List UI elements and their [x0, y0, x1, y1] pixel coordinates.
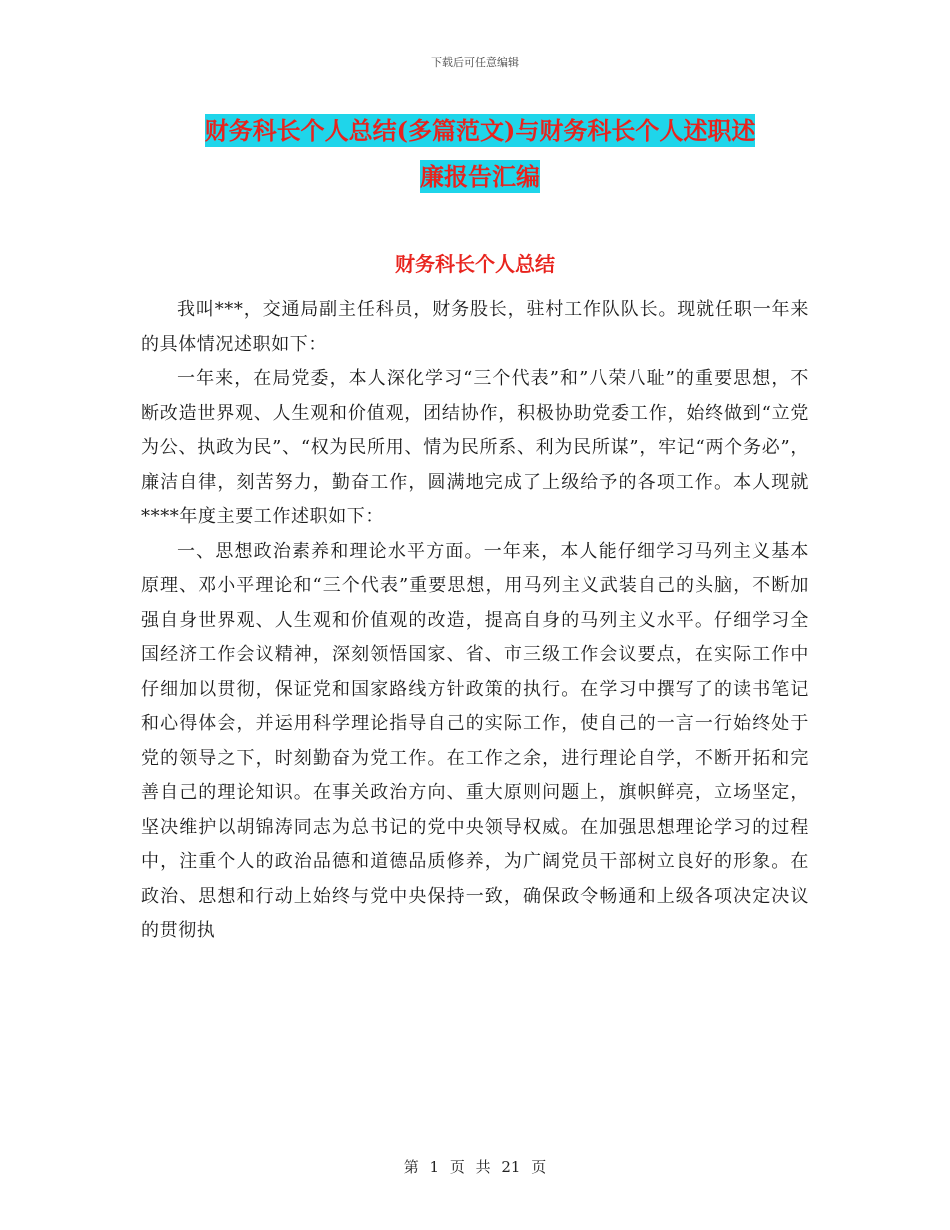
paragraph: 我叫***，交通局副主任科员，财务股长，驻村工作队队长。现就任职一年来的具体情况述职如下： [141, 299, 809, 355]
header-note: 下载后可任意编辑 [431, 56, 519, 69]
section-heading: 财务科长个人总结 [395, 252, 555, 276]
document-title-line-2: 廉报告汇编 [420, 162, 540, 191]
paragraph: 一年来，在局党委，本人深化学习“三个代表”和”八荣八耻”的重要思想，不断改造世界观、人生观和价值观，团结协作，积极协助党委工作，始终做到“立党为公、执政为民”、“权为民所用、情为民所系、利为民所谋”，牢记“两个务必”，廉洁自律，刻苦努力，勤奋工作，圆满地完成了上级给予的各项工作。本人现就****年度主要工作述职如下： [141, 368, 809, 527]
paragraph: 一、思想政治素养和理论水平方面。一年来，本人能仔细学习马列主义基本原理、邓小平理论和“三个代表”重要思想，用马列主义武装自己的头脑，不断加强自身世界观、人生观和价值观的改造，提高自身的马列主义水平。仔细学习全国经济工作会议精神，深刻领悟国家、省、市三级工作会议要点，在实际工作中仔细加以贯彻，保证党和国家路线方针政策的执行。在学习中撰写了的读书笔记和心得体会，并运用科学理论指导自己的实际工作，使自己的一言一行始终处于党的领导之下，时刻勤奋为党工作。在工作之余，进行理论自学，不断开拓和完善自己的理论知识。在事关政治方向、重大原则问题上，旗帜鲜亮，立场坚定，坚决维护以胡锦涛同志为总书记的党中央领导权威。在加强思想理论学习的过程中，注重个人的政治品德和道德品质修养，为广阔党员干部树立良好的形象。在政治、思想和行动上始终与党中央保持一致，确保政令畅通和上级各项决定决议的贯彻执 [141, 540, 809, 941]
body-text [141, 293, 809, 949]
document-title-line-1: 财务科长个人总结(多篇范文)与财务科长个人述职述 [204, 116, 756, 145]
document-title [140, 108, 820, 200]
page-number: 第 1 页 共 21 页 [403, 1158, 547, 1176]
